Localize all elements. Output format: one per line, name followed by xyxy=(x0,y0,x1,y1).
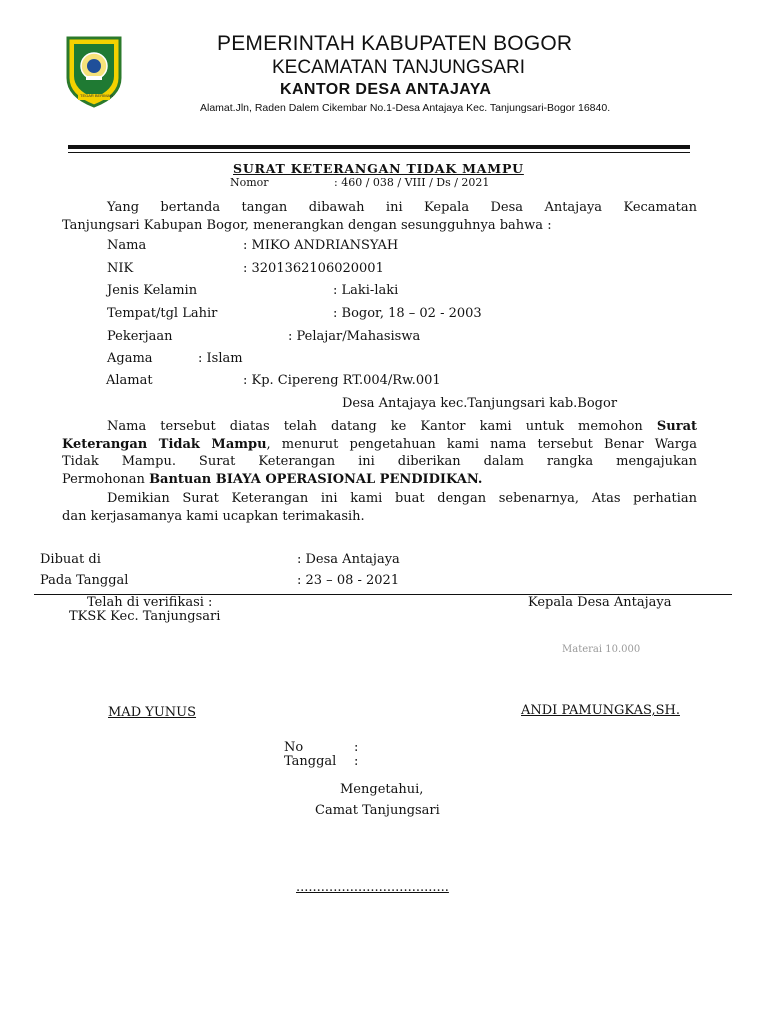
field-ttl-value: : Bogor, 18 – 02 - 2003 xyxy=(333,306,482,321)
camat-signature-placeholder: ..................................... xyxy=(296,880,449,895)
intro-line-2: Tanjungsari Kabupan Bogor, menerangkan dengan sesungguhnya bahwa : xyxy=(62,217,552,233)
document-title: SURAT KETERANGAN TIDAK MAMPU xyxy=(233,161,524,176)
dibuat-di-value: : Desa Antajaya xyxy=(297,552,400,567)
request-line-4 xyxy=(62,471,697,489)
nomor-label: Nomor xyxy=(230,176,269,189)
tksk-label: TKSK Kec. Tanjungsari xyxy=(69,609,221,624)
field-jenis-kelamin-value: : Laki-laki xyxy=(333,283,399,298)
camat-tanggal-colon: : xyxy=(354,754,359,769)
verifikasi-label: Telah di verifikasi : xyxy=(87,595,213,610)
field-alamat-label: Alamat xyxy=(106,373,153,388)
field-pekerjaan-label: Pekerjaan xyxy=(107,329,173,344)
pada-tanggal-label: Pada Tanggal xyxy=(40,573,129,588)
closing-line-1: Demikian Surat Keterangan ini kami buat dengan sebenarnya, Atas perhatian xyxy=(107,491,697,506)
logo-motto: TEGAR BERIMAN xyxy=(80,93,114,98)
camat-no-colon: : xyxy=(354,740,359,755)
field-alamat-value: : Kp. Cipereng RT.004/Rw.001 xyxy=(243,373,441,388)
right-signatory-name: ANDI PAMUNGKAS,SH. xyxy=(521,703,680,718)
camat-no-label: No xyxy=(284,740,304,755)
request-line-2 xyxy=(62,436,697,454)
camat-tanggal-label: Tanggal xyxy=(284,754,337,769)
intro-line-1: Yang bertanda tangan dibawah ini Kepala Desa Antajaya Kecamatan xyxy=(107,200,697,215)
request-line-1 xyxy=(62,418,697,436)
materai-label: Materai 10.000 xyxy=(562,644,641,655)
request-line-2b: , menurut pengetahuan kami nama tersebut Benar Warga xyxy=(266,436,697,452)
field-nik-value: : 3201362106020001 xyxy=(243,261,384,276)
field-agama-value: : Islam xyxy=(198,351,243,366)
pada-tanggal-value: : 23 – 08 - 2021 xyxy=(297,573,400,588)
field-nama-label: Nama xyxy=(107,238,147,253)
camat-title: Camat Tanjungsari xyxy=(315,803,440,818)
field-pekerjaan-value: : Pelajar/Mahasiswa xyxy=(288,329,421,344)
dibuat-di-label: Dibuat di xyxy=(40,552,101,567)
kepala-desa-label: Kepala Desa Antajaya xyxy=(528,595,672,610)
letterhead-kantor: KANTOR DESA ANTAJAYA xyxy=(280,81,492,98)
left-signatory-name: MAD YUNUS xyxy=(108,705,197,720)
letterhead-divider-thin xyxy=(68,152,690,153)
intro-paragraph xyxy=(62,199,697,234)
letterhead-divider-thick xyxy=(68,145,690,149)
request-line-2a: Keterangan Tidak Mampu xyxy=(62,436,267,452)
closing-line-2: dan kerjasamanya kami ucapkan terimakasih. xyxy=(62,508,365,524)
field-alamat-value-line2: Desa Antajaya kec.Tanjungsari kab.Bogor xyxy=(342,396,618,411)
field-ttl-label: Tempat/tgl Lahir xyxy=(107,306,218,321)
field-nama-value: : MIKO ANDRIANSYAH xyxy=(243,238,399,253)
mengetahui-label: Mengetahui, xyxy=(340,782,424,797)
request-line-3: Tidak Mampu. Surat Keterangan ini diberikan dalam rangka mengajukan xyxy=(62,454,697,469)
request-paragraph xyxy=(62,418,697,488)
request-line-4a: Permohonan xyxy=(62,471,145,487)
field-nik-label: NIK xyxy=(107,261,134,276)
letterhead-address: Alamat.Jln, Raden Dalem Cikembar No.1-Desa Antajaya Kec. Tanjungsari-Bogor 16840. xyxy=(200,102,611,114)
nomor-value: : 460 / 038 / VIII / Ds / 2021 xyxy=(334,176,490,189)
field-jenis-kelamin-label: Jenis Kelamin xyxy=(107,283,198,298)
field-agama-label: Agama xyxy=(107,351,153,366)
closing-paragraph xyxy=(62,490,697,525)
letterhead-kecamatan: KECAMATAN TANJUNGSARI xyxy=(272,57,526,78)
kabupaten-bogor-logo xyxy=(64,34,124,108)
request-line-1a: Nama tersebut diatas telah datang ke Kantor kami untuk memohon xyxy=(107,419,643,434)
request-line-1b: Surat xyxy=(656,419,697,434)
letterhead-pemerintah: PEMERINTAH KABUPATEN BOGOR xyxy=(217,32,573,55)
request-line-4b: Bantuan BIAYA OPERASIONAL PENDIDIKAN. xyxy=(149,471,483,487)
